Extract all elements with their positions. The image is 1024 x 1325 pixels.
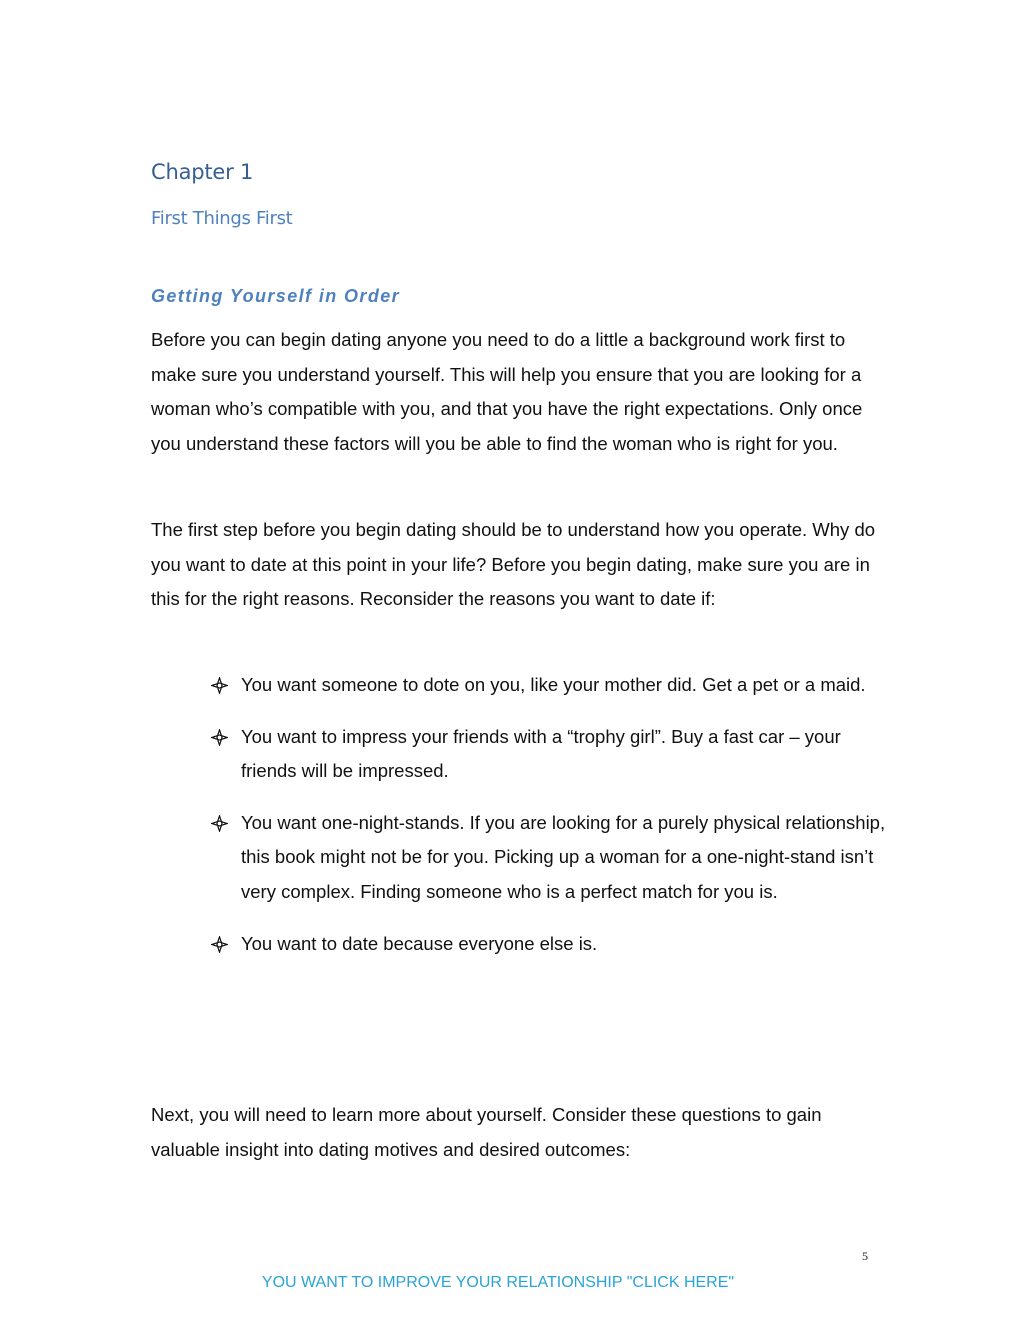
diamond-bullet-icon [211,677,228,694]
diamond-bullet-icon [211,815,228,832]
chapter-subtitle: First Things First [151,208,293,229]
reasons-paragraph: The first step before you begin dating should be to understand how you operate. Why do you want to date at this point in your life? Before you begin dating, make sure you are in this for the right reasons. Reconsider the reasons you want to date if: [151,519,876,610]
footer-click-here-link[interactable]: YOU WANT TO IMPROVE YOUR RELATIONSHIP "CLICK HERE" [261,1274,735,1291]
next-paragraph: Next, you will need to learn more about yourself. Consider these questions to gain valuable insight into dating motives and desired outcomes: [151,1104,822,1160]
list-item [211,720,891,789]
list-item-text: You want one-night-stands. If you are looking for a purely physical relationship, this book might not be for you. Picking up a woman for a one-night-stand isn’t very complex. Finding someone who is a perfect match for you is. [241,811,886,902]
list-item [211,927,891,962]
reasons-list [211,668,891,978]
diamond-bullet-icon [211,936,228,953]
page-number: 5 [862,1249,868,1263]
diamond-bullet-icon [211,729,228,746]
list-item [211,668,891,703]
intro-paragraph: Before you can begin dating anyone you need to do a little a background work first to make sure you understand yourself. This will help you ensure that you are looking for a woman who’s compatible with you, and that you have the right expectations. Only once you understand these factors will you be able to find the woman who is right for you. [151,329,863,454]
list-item-text: You want to date because everyone else is. [241,932,598,954]
section-heading: Getting Yourself in Order [151,286,401,306]
list-item-text: You want someone to dote on you, like your mother did. Get a pet or a maid. [241,674,866,695]
list-item-text: You want to impress your friends with a “trophy girl”. Buy a fast car – your friends will be impressed. [241,725,841,782]
list-item [211,806,891,910]
chapter-title: Chapter 1 [151,160,254,184]
